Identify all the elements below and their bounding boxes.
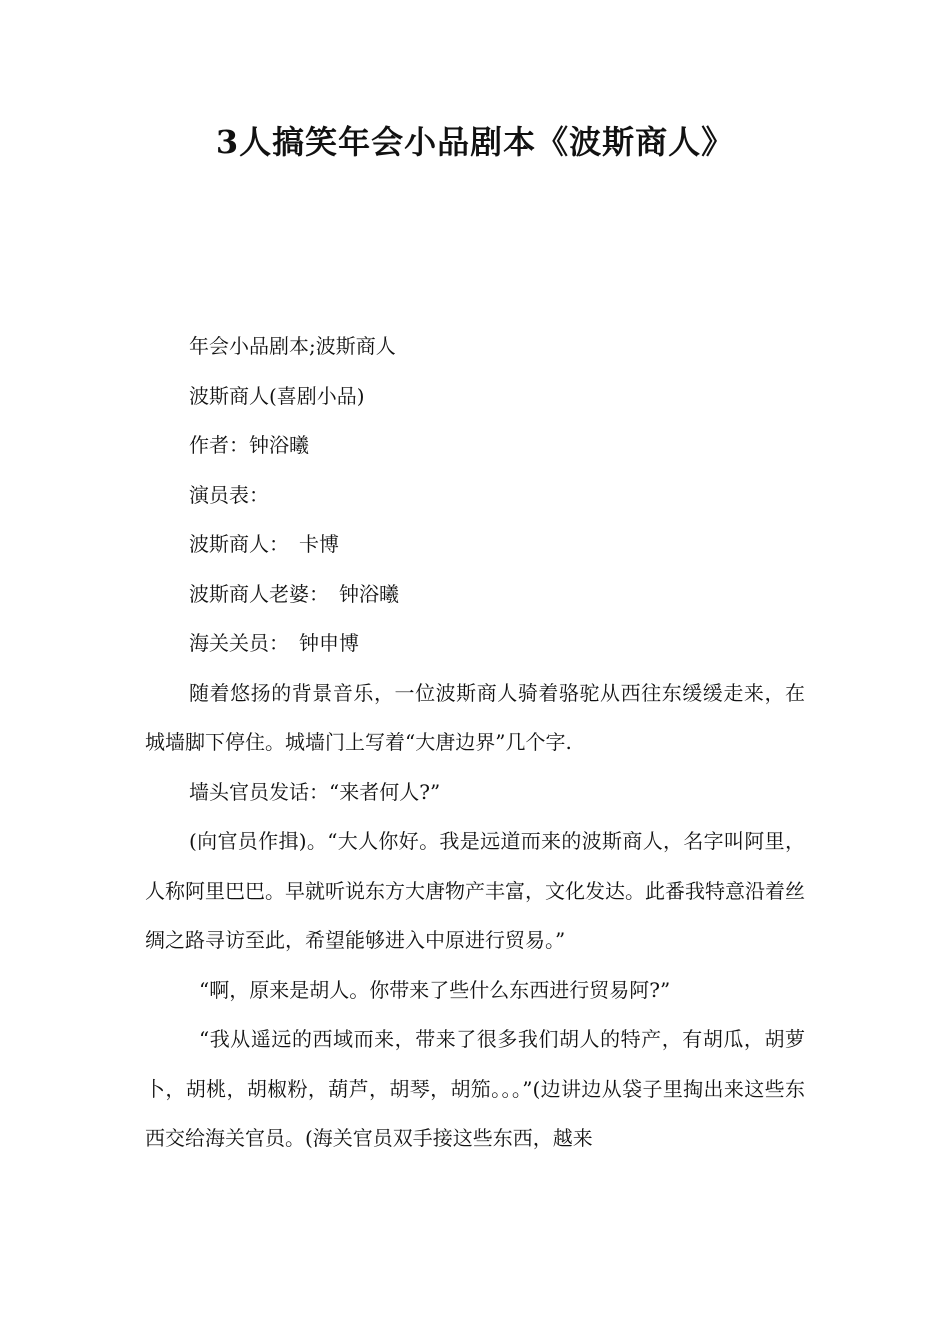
paragraph-play-name: 波斯商人(喜剧小品) xyxy=(189,383,365,408)
document-body xyxy=(145,322,805,1164)
paragraph-cast-merchant: 波斯商人： 卡博 xyxy=(189,532,339,556)
paragraph-subtitle: 年会小品剧本;波斯商人 xyxy=(189,334,396,358)
paragraph-cast-heading: 演员表： xyxy=(189,482,269,507)
paragraph-dialogue-official-2: “啊，原来是胡人。你带来了些什么东西进行贸易阿?” xyxy=(199,977,671,1002)
paragraph-dialogue-merchant: (向官员作揖)。“大人你好。我是远道而来的波斯商人，名字叫阿里，人称阿里巴巴。早就听说东方大唐物产丰富，文化发达。此番我特意沿着丝绸之路寻访至此，希望能够进入中原进行贸易。” xyxy=(145,829,805,952)
paragraph-dialogue-official: 墙头官员发话：“来者何人?” xyxy=(189,779,441,804)
paragraph-cast-customs: 海关关员： 钟申博 xyxy=(189,631,359,655)
paragraph-scene: 随着悠扬的背景音乐，一位波斯商人骑着骆驼从西往东缓缓走来，在城墙脚下停住。城墙门上写着“大唐边界”几个字. xyxy=(145,680,805,754)
paragraph-dialogue-merchant-2: “我从遥远的西域而来，带来了很多我们胡人的特产，有胡瓜，胡萝卜，胡桃，胡椒粉，葫芦，胡琴，胡笳。。。”(边讲边从袋子里掏出来这些东西交给海关官员。(海关官员双手接这些东西，越来 xyxy=(145,1027,805,1150)
document-title: 3人搞笑年会小品剧本《波斯商人》 xyxy=(215,123,735,161)
paragraph-author: 作者：钟浴曦 xyxy=(189,433,309,457)
paragraph-cast-wife: 波斯商人老婆： 钟浴曦 xyxy=(189,581,399,606)
